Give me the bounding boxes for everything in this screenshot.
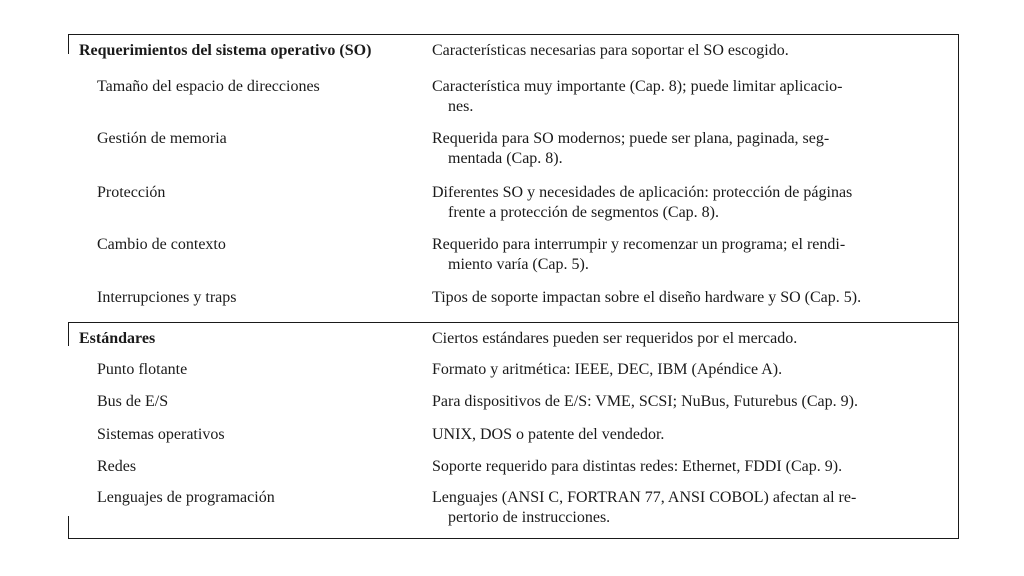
row-label: Interrupciones y traps [97, 289, 237, 306]
row-label: Protección [97, 184, 166, 201]
row-label: Punto flotante [97, 361, 188, 378]
row-description: Diferentes SO y necesidades de aplicación: protección de páginas [432, 184, 853, 201]
row-description-cont: miento varía (Cap. 5). [448, 256, 589, 273]
row-description: UNIX, DOS o patente del vendedor. [432, 426, 665, 443]
table-left-rule-mid [68, 322, 69, 346]
row-description: Requerido para interrumpir y recomenzar un programa; el rendi- [432, 236, 846, 253]
row-label: Sistemas operativos [97, 426, 225, 443]
row-description: Soporte requerido para distintas redes: Ethernet, FDDI (Cap. 9). [432, 458, 843, 475]
row-label: Bus de E/S [97, 393, 169, 410]
row-description-cont: frente a protección de segmentos (Cap. 8). [448, 204, 720, 221]
row-description-cont: pertorio de instrucciones. [448, 509, 611, 526]
row-description-cont: mentada (Cap. 8). [448, 150, 563, 167]
row-description: Lenguajes (ANSI C, FORTRAN 77, ANSI COBOL) afectan al re- [432, 489, 857, 506]
row-description-cont: nes. [448, 98, 474, 115]
row-description: Tipos de soporte impactan sobre el diseño hardware y SO (Cap. 5). [432, 289, 862, 306]
row-description: Característica muy importante (Cap. 8); puede limitar aplicacio- [432, 78, 843, 95]
table-top-rule [68, 34, 959, 35]
row-label: Tamaño del espacio de direcciones [97, 78, 320, 95]
row-description: Formato y aritmética: IEEE, DEC, IBM (Apéndice A). [432, 361, 783, 378]
table-bottom-rule [68, 538, 959, 539]
table-left-rule-bottom [68, 516, 69, 539]
section2-header-left: Estándares [79, 330, 156, 347]
row-description: Requerida para SO modernos; puede ser plana, paginada, seg- [432, 130, 830, 147]
row-label: Cambio de contexto [97, 236, 226, 253]
row-label: Gestión de memoria [97, 130, 227, 147]
table-left-rule-top [68, 34, 69, 54]
section2-header-right: Ciertos estándares pueden ser requeridos por el mercado. [432, 330, 798, 347]
table-right-rule [958, 34, 959, 539]
row-label: Lenguajes de programación [97, 489, 275, 506]
section1-header-left: Requerimientos del sistema operativo (SO) [79, 42, 372, 59]
row-label: Redes [97, 458, 137, 475]
section1-header-right: Características necesarias para soportar el SO escogido. [432, 42, 789, 59]
section-divider-rule [68, 322, 959, 323]
row-description: Para dispositivos de E/S: VME, SCSI; NuBus, Futurebus (Cap. 9). [432, 393, 858, 410]
